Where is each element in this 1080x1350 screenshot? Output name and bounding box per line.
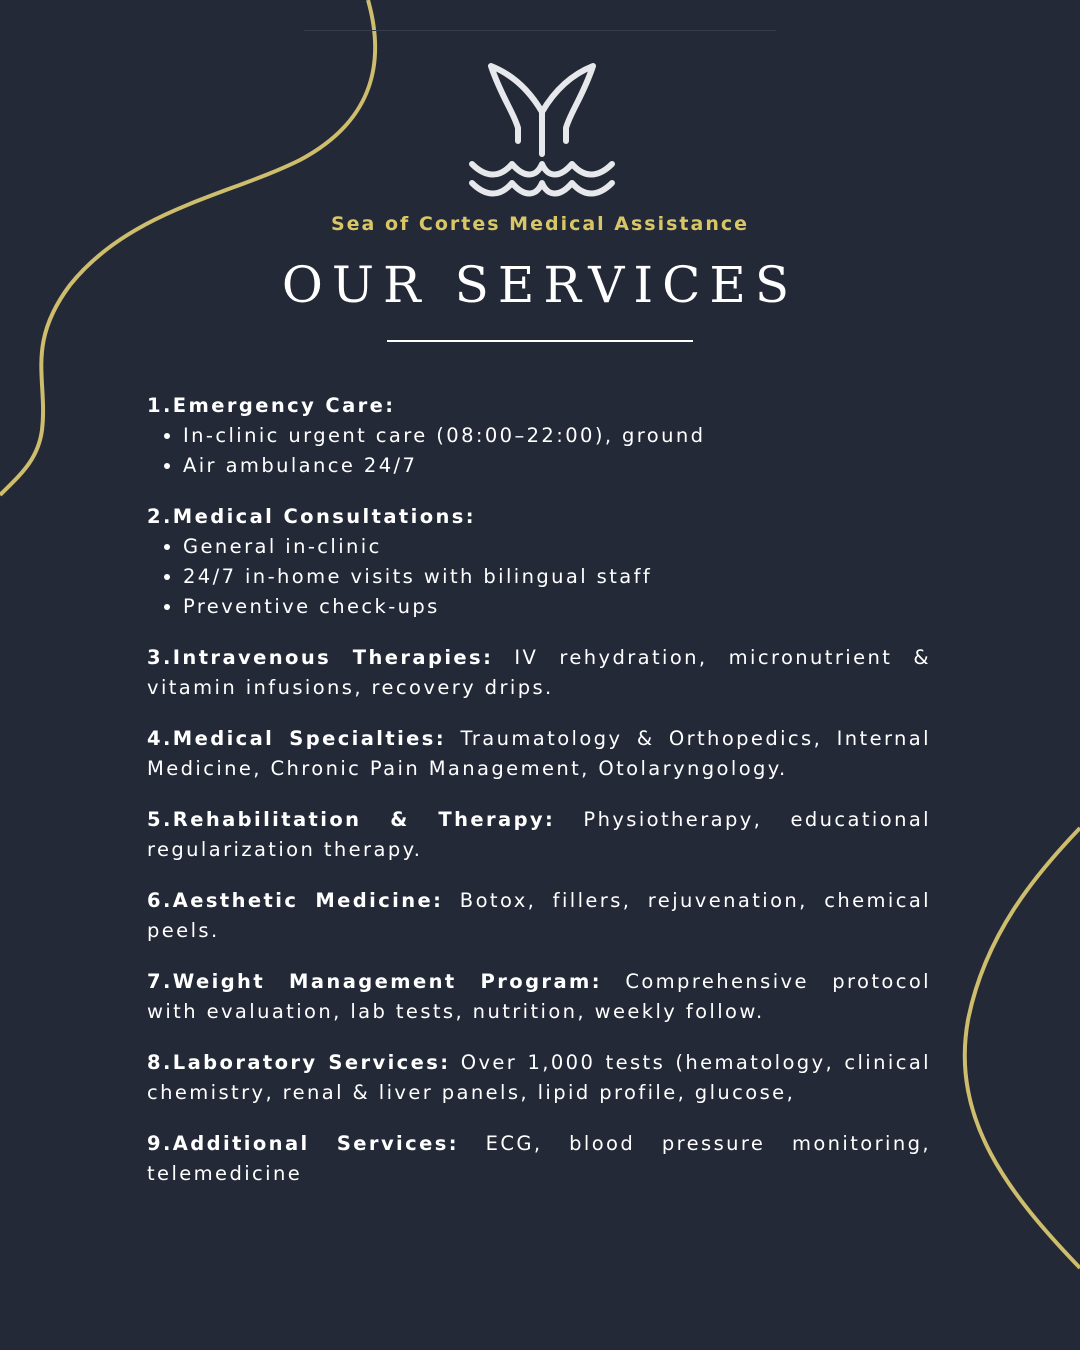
service-item — [147, 967, 931, 1027]
service-description: Traumatology & Orthopedics, Internal Medicine, Chronic Pain Management, Otolaryngology. — [147, 727, 931, 780]
service-item — [147, 502, 931, 622]
service-item — [147, 805, 931, 865]
service-bullets — [147, 421, 931, 481]
bottom-right-gold-curve — [965, 828, 1080, 1268]
service-item — [147, 1048, 931, 1108]
service-heading: 3.Intravenous Therapies: — [147, 646, 494, 669]
bullet-item: • 24/7 in-home visits with bilingual staff — [183, 562, 931, 592]
service-heading: 6.Aesthetic Medicine: — [147, 889, 444, 912]
service-description: Physiotherapy, educational regularization therapy. — [147, 808, 931, 861]
service-description: Comprehensive protocol with evaluation, lab tests, nutrition, weekly follow. — [147, 970, 931, 1023]
brand-name: Sea of Cortes Medical Assistance — [330, 213, 750, 235]
service-bullets — [147, 532, 931, 622]
service-heading: 2.Medical Consultations: — [147, 505, 476, 528]
service-item — [147, 724, 931, 784]
service-description: Botox, fillers, rejuvenation, chemical peels. — [147, 889, 931, 942]
page-title: OUR SERVICES — [281, 256, 799, 314]
service-heading: 1.Emergency Care: — [147, 394, 396, 417]
title-underline — [387, 340, 693, 342]
service-item — [147, 391, 931, 481]
top-divider — [304, 30, 776, 31]
bullet-item: • General in-clinic — [183, 532, 931, 562]
service-heading: 9.Additional Services: — [147, 1132, 459, 1155]
service-heading: 4.Medical Specialties: — [147, 727, 447, 750]
whale-tail-waves-icon — [466, 58, 618, 214]
service-heading: 8.Laboratory Services: — [147, 1051, 451, 1074]
service-item — [147, 643, 931, 703]
service-description: IV rehydration, micronutrient & vitamin infusions, recovery drips. — [147, 646, 931, 699]
service-description: ECG, blood pressure monitoring, telemedicine — [147, 1132, 931, 1185]
service-description: Over 1,000 tests (hematology, clinical chemistry, renal & liver panels, lipid profile, glucose, — [147, 1051, 931, 1104]
bullet-item: • In-clinic urgent care (08:00–22:00), ground — [183, 421, 931, 451]
service-heading: 7.Weight Management Program: — [147, 970, 602, 993]
service-item — [147, 886, 931, 946]
service-heading: 5.Rehabilitation & Therapy: — [147, 808, 556, 831]
service-item — [147, 1129, 931, 1189]
services-list — [147, 391, 931, 1210]
bullet-item: • Preventive check-ups — [183, 592, 931, 622]
bullet-item: • Air ambulance 24/7 — [183, 451, 931, 481]
